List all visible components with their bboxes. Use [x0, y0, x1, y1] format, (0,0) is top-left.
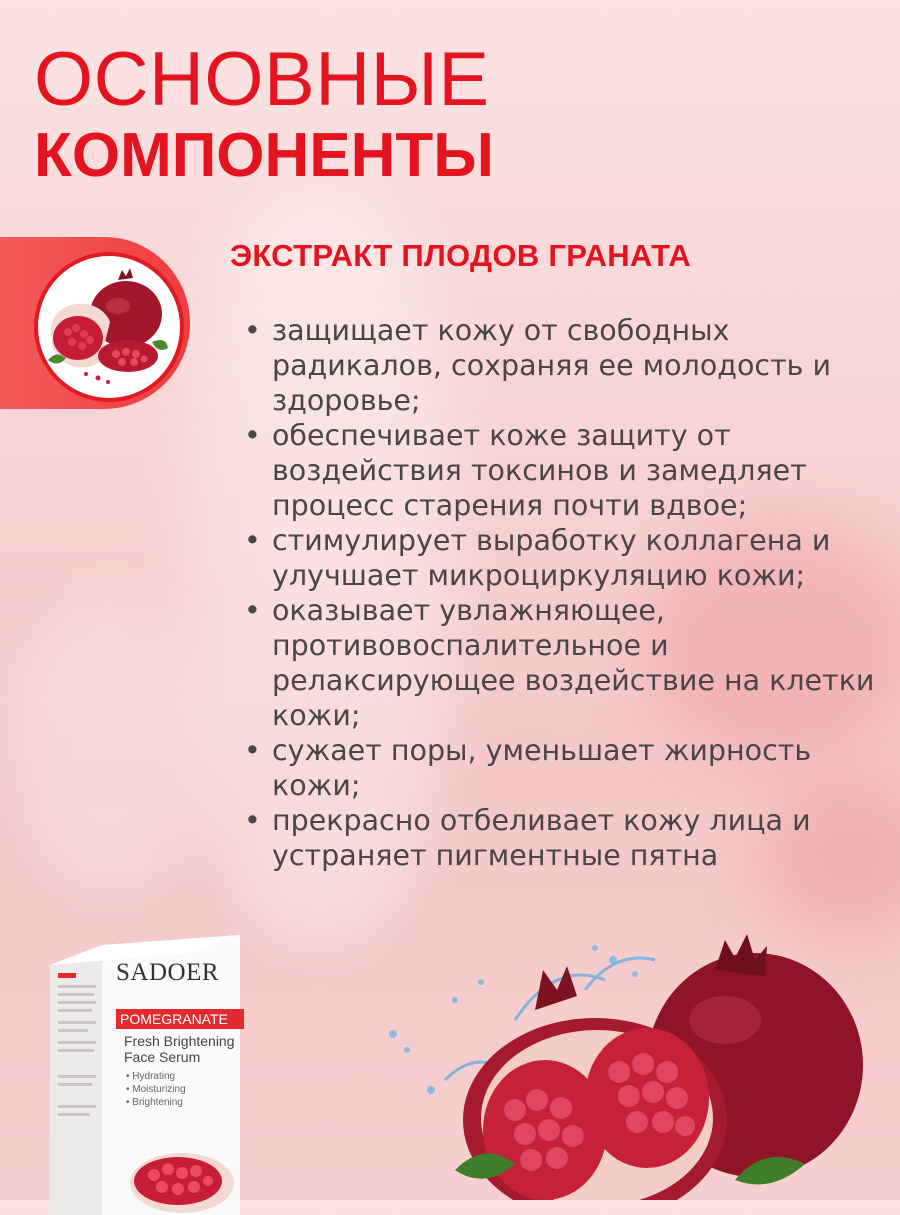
benefit-text: оказывает увлажняющее, противовоспалительное и релаксирующее воздействие на клетки кожи; [272, 594, 875, 732]
product-brand: SADOER [116, 959, 220, 986]
page-title-line2: КОМПОНЕНТЫ [34, 121, 494, 190]
list-item [240, 523, 880, 593]
background-glow [0, 600, 220, 900]
benefit-text: стимулирует выработку коллагена и улучшает микроциркуляцию кожи; [272, 524, 831, 592]
pomegranate-illustration [385, 930, 900, 1200]
product-line: Fresh Brightening [124, 1033, 235, 1049]
benefit-text: прекрасно отбеливает кожу лица и устраняет пигментные пятна [272, 804, 811, 872]
list-item [240, 803, 880, 873]
bullet: • [244, 594, 261, 627]
bullet: • [244, 314, 261, 347]
product-box-image [50, 935, 240, 1215]
bullet: • [244, 419, 261, 452]
benefit-text: обеспечивает коже защиту от воздействия токсинов и замедляет процесс старения почти вдвое; [272, 419, 807, 522]
list-item [240, 418, 880, 523]
benefit-text: защищает кожу от свободных радикалов, сохраняя ее молодость и здоровье; [272, 314, 832, 417]
product-feature: • Brightening [126, 1097, 183, 1108]
list-item [240, 733, 880, 803]
list-item [240, 313, 880, 418]
list-item [240, 593, 880, 733]
bullet: • [244, 524, 261, 557]
page-title-line1: ОСНОВНЫЕ [34, 37, 490, 122]
product-feature: • Hydrating [126, 1071, 176, 1082]
product-line: Face Serum [124, 1049, 201, 1065]
bullet: • [244, 734, 261, 767]
product-name-band: POMEGRANATE [116, 1009, 244, 1029]
ingredient-heading: ЭКСТРАКТ ПЛОДОВ ГРАНАТА [230, 238, 692, 273]
product-feature: • Moisturizing [126, 1084, 186, 1095]
pomegranate-icon [34, 252, 184, 402]
bullet: • [244, 804, 261, 837]
benefit-text: сужает поры, уменьшает жирность кожи; [272, 734, 812, 802]
benefits-list [240, 313, 880, 873]
